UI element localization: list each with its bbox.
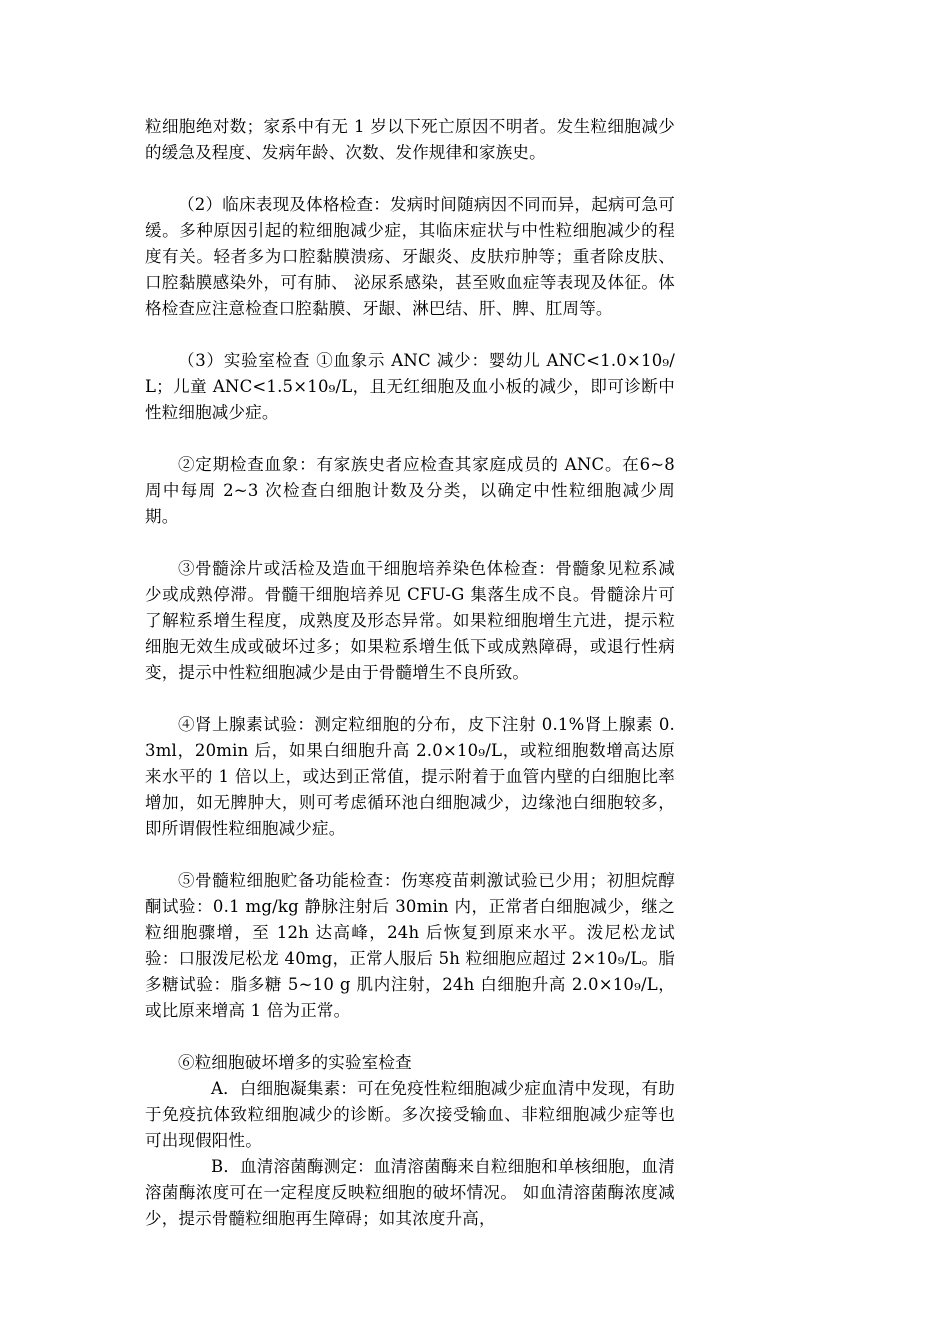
paragraph-periodic-blood-test: ②定期检查血象：有家族史者应检查其家庭成员的 ANC。在6~8 周中每周 2~3 次检查白细胞计数及分类，以确定中性粒细胞减少周期。 [145,455,675,526]
paragraph-bone-marrow: ③骨髓涂片或活检及造血干细胞培养染色体检查：骨髓象见粒系减少或成熟停滞。骨髓干细胞培养见 CFU-G 集落生成不良。骨髓涂片可了解粒系增生程度，成熟度及形态异常。如果粒细胞增生亢进，提示粒细胞无效生成或破坏过多；如果粒系增生低下或成熟障碍，或退行性病变，提示中性粒细胞减少是由于骨髓增生不良所致。 [145,559,675,682]
paragraph-adrenaline-test: ④肾上腺素试验：测定粒细胞的分布，皮下注射 0.1%肾上腺素 0.3ml，20min 后，如果白细胞升高 2.0×10₉/L，或粒细胞数增高达原来水平的 1 倍以上，或达到正常值，提示附着于血管内壁的白细胞比率增加，如无脾肿大，则可考虑循环池白细胞减少，边缘池白细胞较多，即所谓假性粒细胞减少症。 [145,715,675,838]
paragraph-history-continued: 粒细胞绝对数；家系中有无 1 岁以下死亡原因不明者。发生粒细胞减少的缓急及程度、发病年龄、次数、发作规律和家族史。 [145,117,675,162]
paragraph-marrow-reserve: ⑤骨髓粒细胞贮备功能检查：伤寒疫苗刺激试验已少用；初胆烷醇酮试验：0.1 mg/kg 静脉注射后 30min 内，正常者白细胞减少，继之粒细胞骤增，至 12h 达高峰，24h 后恢复到原来水平。泼尼松龙试验：口服泼尼松龙 40mg，正常人服后 5h 粒细胞应超过 2×10₉/L。脂多糖试验：脂多糖 5~10 g 肌内注射，24h 白细胞升高 2.0×10₉/L，或比原来增高 1 倍为正常。 [145,871,675,1020]
document-page [145,114,675,1232]
paragraph-leukoagglutinin: A．白细胞凝集素：可在免疫性粒细胞减少症血清中发现，有助于免疫抗体致粒细胞减少的诊断。多次接受输血、非粒细胞减少症等也可出现假阳性。 [145,1079,675,1150]
paragraph-clinical-manifestation: （2）临床表现及体格检查：发病时间随病因不同而异，起病可急可缓。多种原因引起的粒细胞减少症，其临床症状与中性粒细胞减少的程度有关。轻者多为口腔黏膜溃疡、牙龈炎、皮肤疖肿等；重者除皮肤、口腔黏膜感染外，可有肺、 泌尿系感染，甚至败血症等表现及体征。体格检查应注意检查口腔黏膜、牙龈、淋巴结、肝、脾、肛周等。 [145,195,675,318]
paragraph-lab-blood-picture: （3）实验室检查 ①血象示 ANC 减少：婴幼儿 ANC<1.0×10₉/L；儿童 ANC<1.5×10₉/L，且无红细胞及血小板的减少，即可诊断中性粒细胞减少症。 [145,351,675,422]
paragraph-destruction-heading: ⑥粒细胞破坏增多的实验室检查 [178,1053,412,1072]
paragraph-lysozyme: B．血清溶菌酶测定：血清溶菌酶来自粒细胞和单核细胞，血清溶菌酶浓度可在一定程度反映粒细胞的破坏情况。 如血清溶菌酶浓度减少，提示骨髓粒细胞再生障碍；如其浓度升高， [145,1157,675,1228]
